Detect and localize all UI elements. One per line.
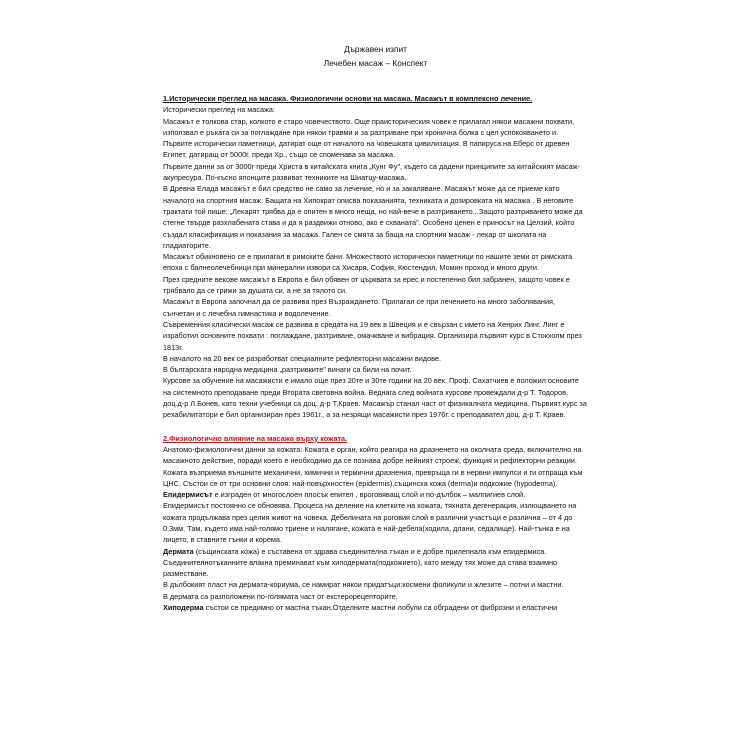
section-1-heading: 1.Исторически преглед на масажа. Физиологични основи на масажа. Масажът в комплексно лечение.	[163, 94, 533, 103]
term-hypodermis: Хиподерма	[163, 603, 204, 613]
paragraph: Епидермисът постоянно се обновява. Процеса на деление на клетките на кожата, тяхната дегенерация, излющването на кожата продължава през целия живот на човека. Дебелината на роговия слой в различни участъци е различна – от 4 до 0.3мм. Там, където има най-голямо триене и налягане, кожата е най-дебела(ходила, длани, седалище). Най-тънка е на лицето, в ставните гънки и корема.	[163, 501, 577, 545]
term-epidermis: Епидермисът	[163, 490, 213, 500]
paragraph: В българската народна медицина „разтривките" винаги са били на почит.	[163, 365, 412, 375]
term-dermis: Дермата	[163, 546, 194, 556]
paragraph-epidermis	[163, 489, 588, 500]
section-2-heading: 2.Физиологично влияние на масажа върху кожата.	[163, 433, 348, 443]
paragraph: Курсове за обучение на масажисти е имало още през 20те и 30те години на 20 век. Проф. Сахатчиев е положил основите на системното преподаване преди Втората световна война. Веднага след войната курсове провеждали д-р Т. Тодоров, доц.д-р Л.Бонев, като техни учебници са доц. д-р Т.Краев. Масажър станал част от физикалната медицина. Първият курс за рехабилитатори е бил организиран през 1961г., а за незрящи масажисти през 1976г. с преподавател доц. д-р Т. Краев.	[163, 376, 587, 420]
paragraph: Първите исторически паметници, датират още от началото на човешката цивилизация. В папируса на Еберс от древен Египет, датиращ от 5000г. преди Хр., също се споменава за масажа.	[163, 139, 570, 160]
paragraph: Съвременния класически масаж се развива в средата на 19 век в Швеция и е свързан с името на Хенрих Линг. Линг е изработил основните похвати : поглаждане, разтриване, омачкване и вибрация. Организира първият курс в Стокхолм през 1813г.	[163, 319, 582, 352]
document-content	[163, 42, 588, 613]
epidermis-definition: е изграден от многослоен плосък епител , вроговяващ слой и по-дълбок – малпигиев слой.	[212, 490, 526, 500]
paragraph: Исторически преглед на масажа:	[163, 105, 276, 115]
paragraph: В дълбокият пласт на дермата-кориума, се намират някои придатъци:космени фоликули и жлезите – потни и мастни.	[163, 580, 564, 590]
paragraph-dermis	[163, 546, 588, 580]
paragraph: В дермата са разположени по-голямата част от екстерорецепторите.	[163, 591, 398, 601]
paragraph: Масажът е толкова стар, колкото е старо човечеството. Още праисторическия човек е прилагал някои масажни похвати, използвал е ръката си за поглаждане при някои травми и за разтриване при хронична болка с цел успокояването и.	[163, 116, 575, 137]
paragraph: В Древна Елада масажът е бил средство не само за лечение, но и за закаляване. Масажът може да се приеме като началото на спортния масаж. Бащата на Хипократ описва показанията, техниката и дозировката на масажа . В неговите трактати той пише: „Лекарят трябва да е опитен в много неща, но най-вече в разтриването...Защото разтриването може да стегне твърде разхлабената става и да я раздвижи отново, ако е схваната". Особено ценен е приносът на Целзий, който създал класификация и показания за масажа. Гален се смята за баща на спортния масаж - лекар от школата на гладиаторите.	[163, 184, 583, 250]
hypodermis-definition: състои се предимно от мастна тъкан.Отделните мастни лобули са обградени от фиброзни и еластични	[203, 603, 558, 613]
dermis-definition: (същинската кожа) е съставена от здрава съединителна тъкан и е добре прилепнала към епидермиса. Съединителнотъканните влакна преминават към хиподермата(подкожието), като между тях може да става взаимно разместване.	[163, 546, 558, 579]
paragraph: Масажът обикновено се е прилагал в римските бани. Множеството исторически паметници по нашите земи от римската епоха с балнеолечебници при минерални извори са Хисаря, София, Кюстендил, Момин проход и много други.	[163, 252, 573, 273]
paragraph: Анатомо-физиологични данни за кожата: Кожата е орган, който реагира на дразненето на околната среда, включително на масажното действие, поради което е необходимо да се познава добре нейният строеж, функция и рефлекторни реакции. Кожата възприема външните механични, химични и термични дразнения, превръща ги в нервни импулси и ги отпраща към ЦНС. Състои се от три основни слоя: най-повърхностен (epidermis),същинска кожа (derma)и подкожие (hypoderma).	[163, 444, 583, 488]
document-subtitle: Лечебен масаж – Конспект	[323, 58, 428, 68]
paragraph: В началото на 20 век се разработват специалните рефлекторни масажни видове.	[163, 353, 441, 363]
document-title: Държавен изпит	[344, 44, 407, 54]
paragraph: През средните векове масажът в Европа е бил обявен от църквата за ерес и постепенно бил забранен, защото човек е трябвало да се грижи за душата си, а не за тялото си.	[163, 274, 570, 296]
section-spacer	[163, 421, 588, 433]
paragraph: Масажът в Европа започнал да се развива през Възраждането. Прилагал се при лечението на много заболявания, сънчетан и с лечебна гимнастика и водолечение.	[163, 297, 556, 318]
paragraph: Първите данни за от 3000г преди Христа в китайската книга „Кунг Фу", където са дадени принципите за китайският масаж-акупресура. По-късно японците развиват техниките на Шиатцу-масажа.	[163, 161, 580, 183]
paragraph-hypodermis	[163, 602, 588, 613]
